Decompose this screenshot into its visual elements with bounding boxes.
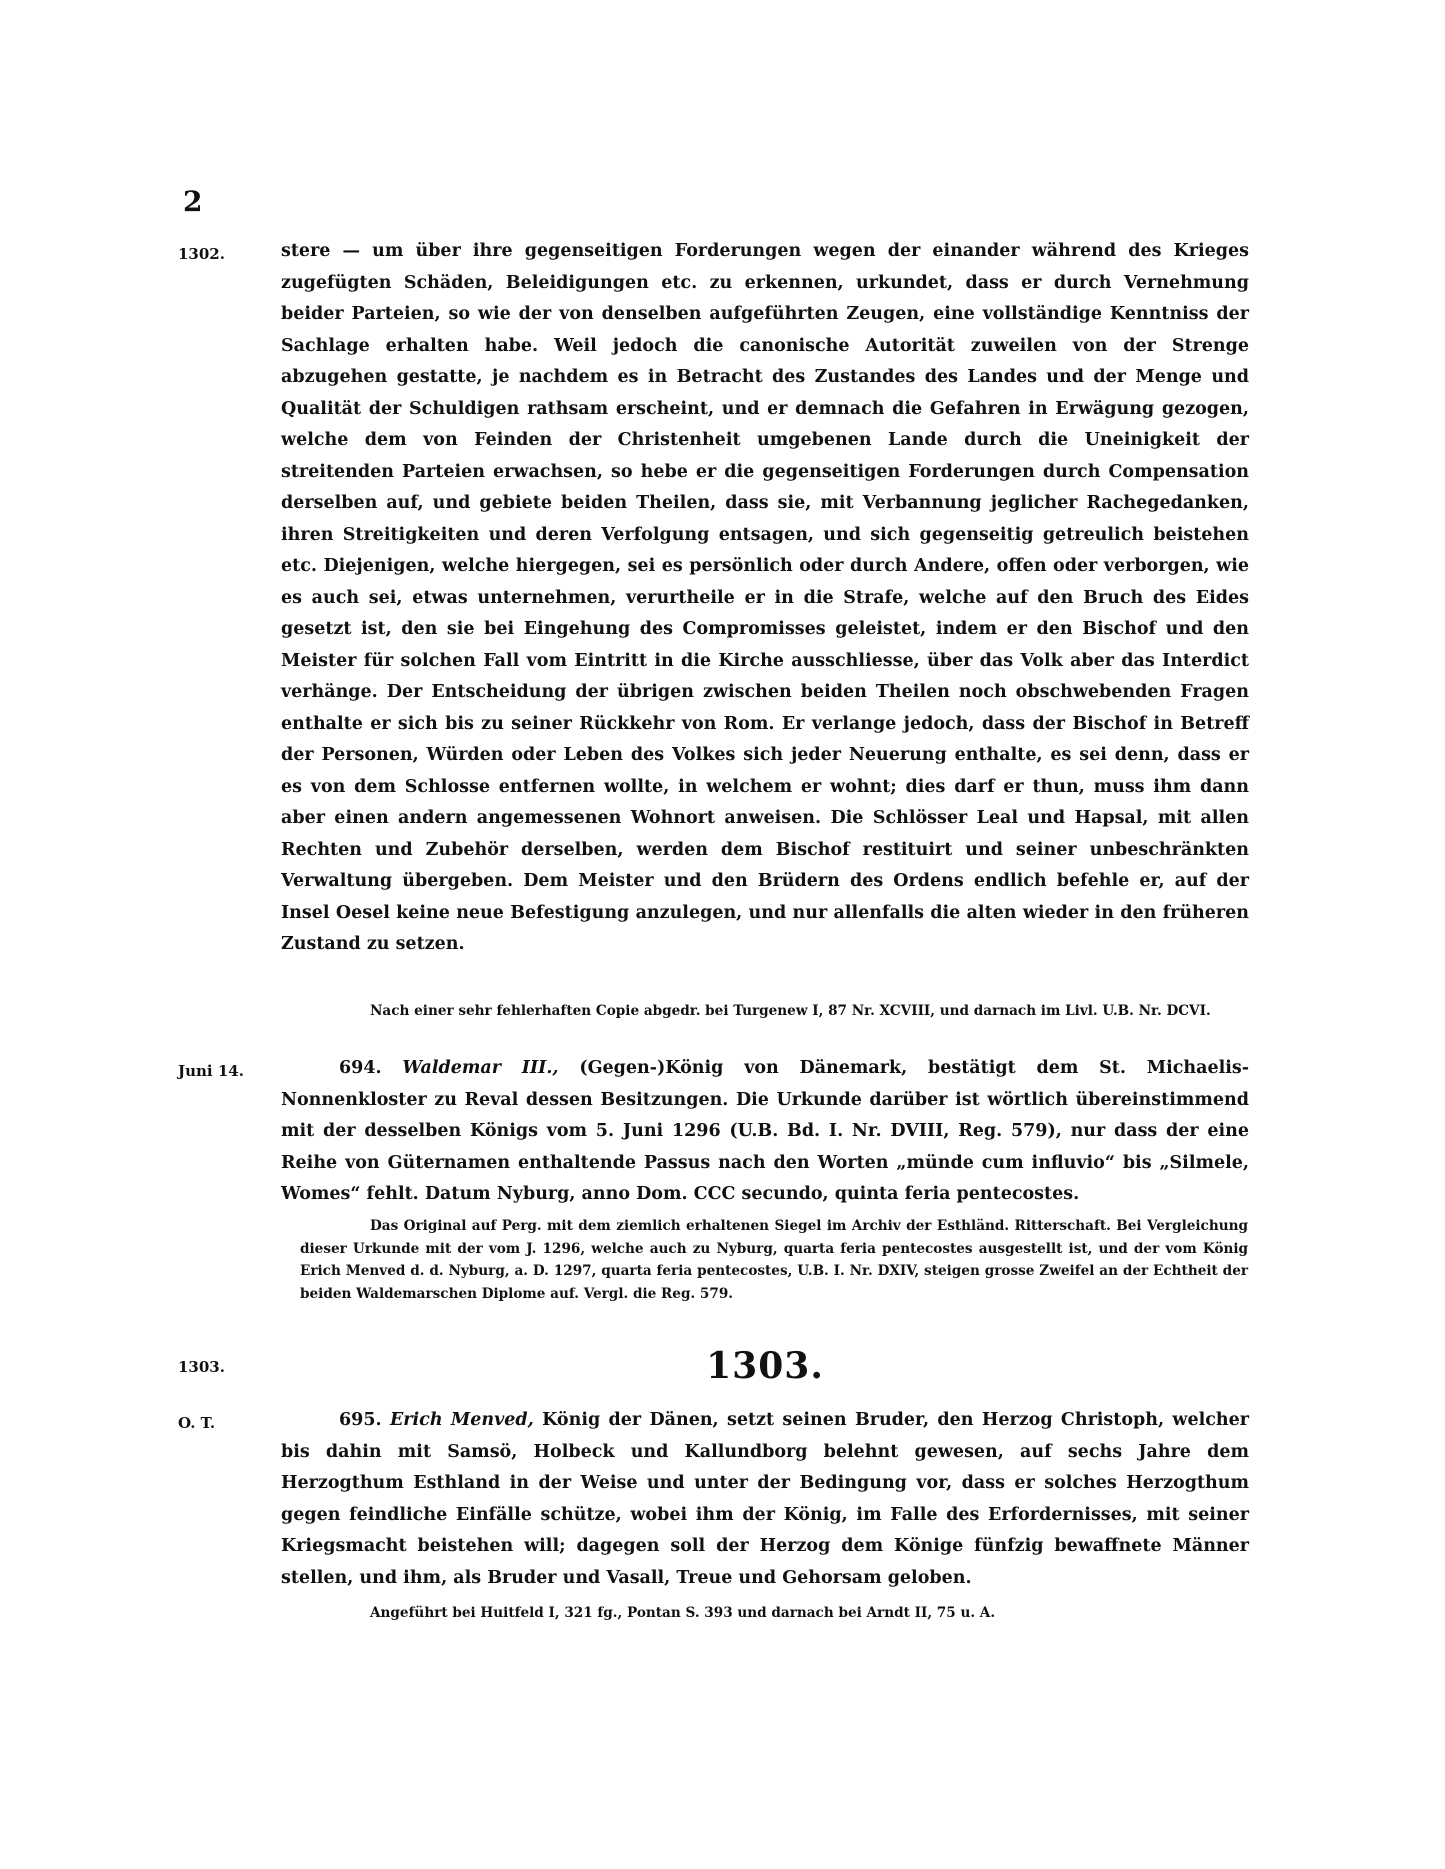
entry-text: (Gegen-)König von Dänemark, bestätigt dem St. Michaelis-Nonnenkloster zu Reval dessen Besitzungen. Die Urkunde darüber ist wörtlich übereinstimmend mit der desselben Königs vom 5. Juni 1296 (U.B. Bd. I. Nr. DVIII, Reg. 579), nur dass der eine Reihe von Güternamen enthaltende Passus nach den Worten „münde cum influvio“ bis „Silmele, Womes“ fehlt. Datum Nyburg, anno Dom. CCC secundo, quinta feria pentecostes. xyxy=(281,1058,1250,1204)
entry-person-name: Waldemar III., xyxy=(402,1058,559,1078)
source-note: Angeführt bei Huitfeld I, 321 fg., Pontan S. 393 und darnach bei Arndt II, 75 u. A. xyxy=(370,1605,996,1621)
source-note: Das Original auf Perg. mit dem ziemlich erhaltenen Siegel im Archiv der Esthländ. Ritterschaft. Bei Vergleichung dieser Urkunde mit der vom J. 1296, welche auch zu Nyburg, quarta feria pentecostes ausgestellt ist, und der vom König Erich Menved d. d. Nyburg, a. D. 1297, quarta feria pentecostes, U.B. I. Nr. DXIV, steigen grosse Zweifel an der Echtheit der beiden Waldemarschen Diplome auf. Vergl. die Reg. 579. xyxy=(300,1218,1248,1302)
regest-text: stere — um über ihre gegenseitigen Forderungen wegen der einander während des Krieges zugefügten Schäden, Beleidigungen etc. zu erkennen, urkundet, dass er durch Vernehmung beider Parteien, so wie der von denselben aufgeführten Zeugen, eine vollständige Kenntniss der Sachlage erhalten habe. Weil jedoch die canonische Autorität zuweilen von der Strenge abzugehen gestatte, je nachdem es in Betracht des Zustandes des Landes und der Menge und Qualität der Schuldigen rathsam erscheint, und er demnach die Gefahren in Erwägung gezogen, welche dem von Feinden der Christenheit umgebenen Lande durch die Uneinigkeit der streitenden Parteien erwachsen, so hebe er die gegenseitigen Forderungen durch Compensation derselben auf, und gebiete beiden Theilen, dass sie, mit Verbannung jeglicher Rachegedanken, ihren Streitigkeiten und deren Verfolgung entsagen, und sich gegenseitig getreulich beistehen etc. Diejenigen, welche hiergegen, sei es persönlich oder durch Andere, offen oder verborgen, wie es auch sei, etwas unternehmen, verurtheile er in die Strafe, welche auf den Bruch des Eides gesetzt ist, den sie bei Eingehung des Compromisses geleistet, indem er den Bischof und den Meister für solchen Fall vom Eintritt in die Kirche ausschliesse, über das Volk aber das Interdict verhänge. Der Entscheidung der übrigen zwischen beiden Theilen noch obschwebenden Fragen enthalte er sich bis zu seiner Rückkehr von Rom. Er verlange jedoch, dass der Bischof in Betreff der Personen, Würden oder Leben des Volkes sich jeder Neuerung enthalte, es sei denn, dass er es von dem Schlosse entfernen wollte, in welchem er wohnt; dies darf er thun, muss ihm dann aber einen andern angemessenen Wohnort anweisen. Die Schlösser Leal und Hapsal, mit allen Rechten und Zubehör derselben, werden dem Bischof restituirt und seiner unbeschränkten Verwaltung übergeben. Dem Meister und den Brüdern des Ordens endlich befehle er, auf der Insel Oesel keine neue Befestigung anzulegen, und nur allenfalls die alten wieder in den früheren Zustand zu setzen. xyxy=(281,241,1249,954)
entry-person-name: Erich Menved, xyxy=(389,1410,534,1430)
source-note: Nach einer sehr fehlerhaften Copie abgedr. bei Turgenew I, 87 Nr. XCVIII, und darnach im Livl. U.B. Nr. DCVI. xyxy=(370,1003,1211,1019)
margin-date-juni-14: Juni 14. xyxy=(178,1062,244,1080)
entry-text: König der Dänen, setzt seinen Bruder, den Herzog Christoph, welcher bis dahin mit Samsö, Holbeck und Kallundborg belehnt gewesen, auf sechs Jahre dem Herzogthum Esthland in der Weise und unter der Bedingung vor, dass er solches Herzogthum gegen feindliche Einfälle schütze, wobei ihm der König, im Falle des Erfordernisses, mit seiner Kriegsmacht beistehen will; dagegen soll der Herzog dem Könige fünfzig bewaffnete Männer stellen, und ihm, als Bruder und Vasall, Treue und Gehorsam geloben. xyxy=(281,1410,1250,1588)
entry-695 xyxy=(281,1405,1249,1594)
entry-number: 694. xyxy=(339,1058,382,1078)
regest-paragraph xyxy=(281,236,1249,961)
year-heading: 1303. xyxy=(706,1345,824,1387)
margin-year-1303: 1303. xyxy=(178,1358,225,1376)
margin-date-ot: O. T. xyxy=(178,1414,216,1432)
margin-year-1302: 1302. xyxy=(178,245,225,263)
entry-694 xyxy=(281,1053,1249,1211)
entry-number: 695. xyxy=(339,1410,382,1430)
page-number: 2 xyxy=(183,185,203,218)
